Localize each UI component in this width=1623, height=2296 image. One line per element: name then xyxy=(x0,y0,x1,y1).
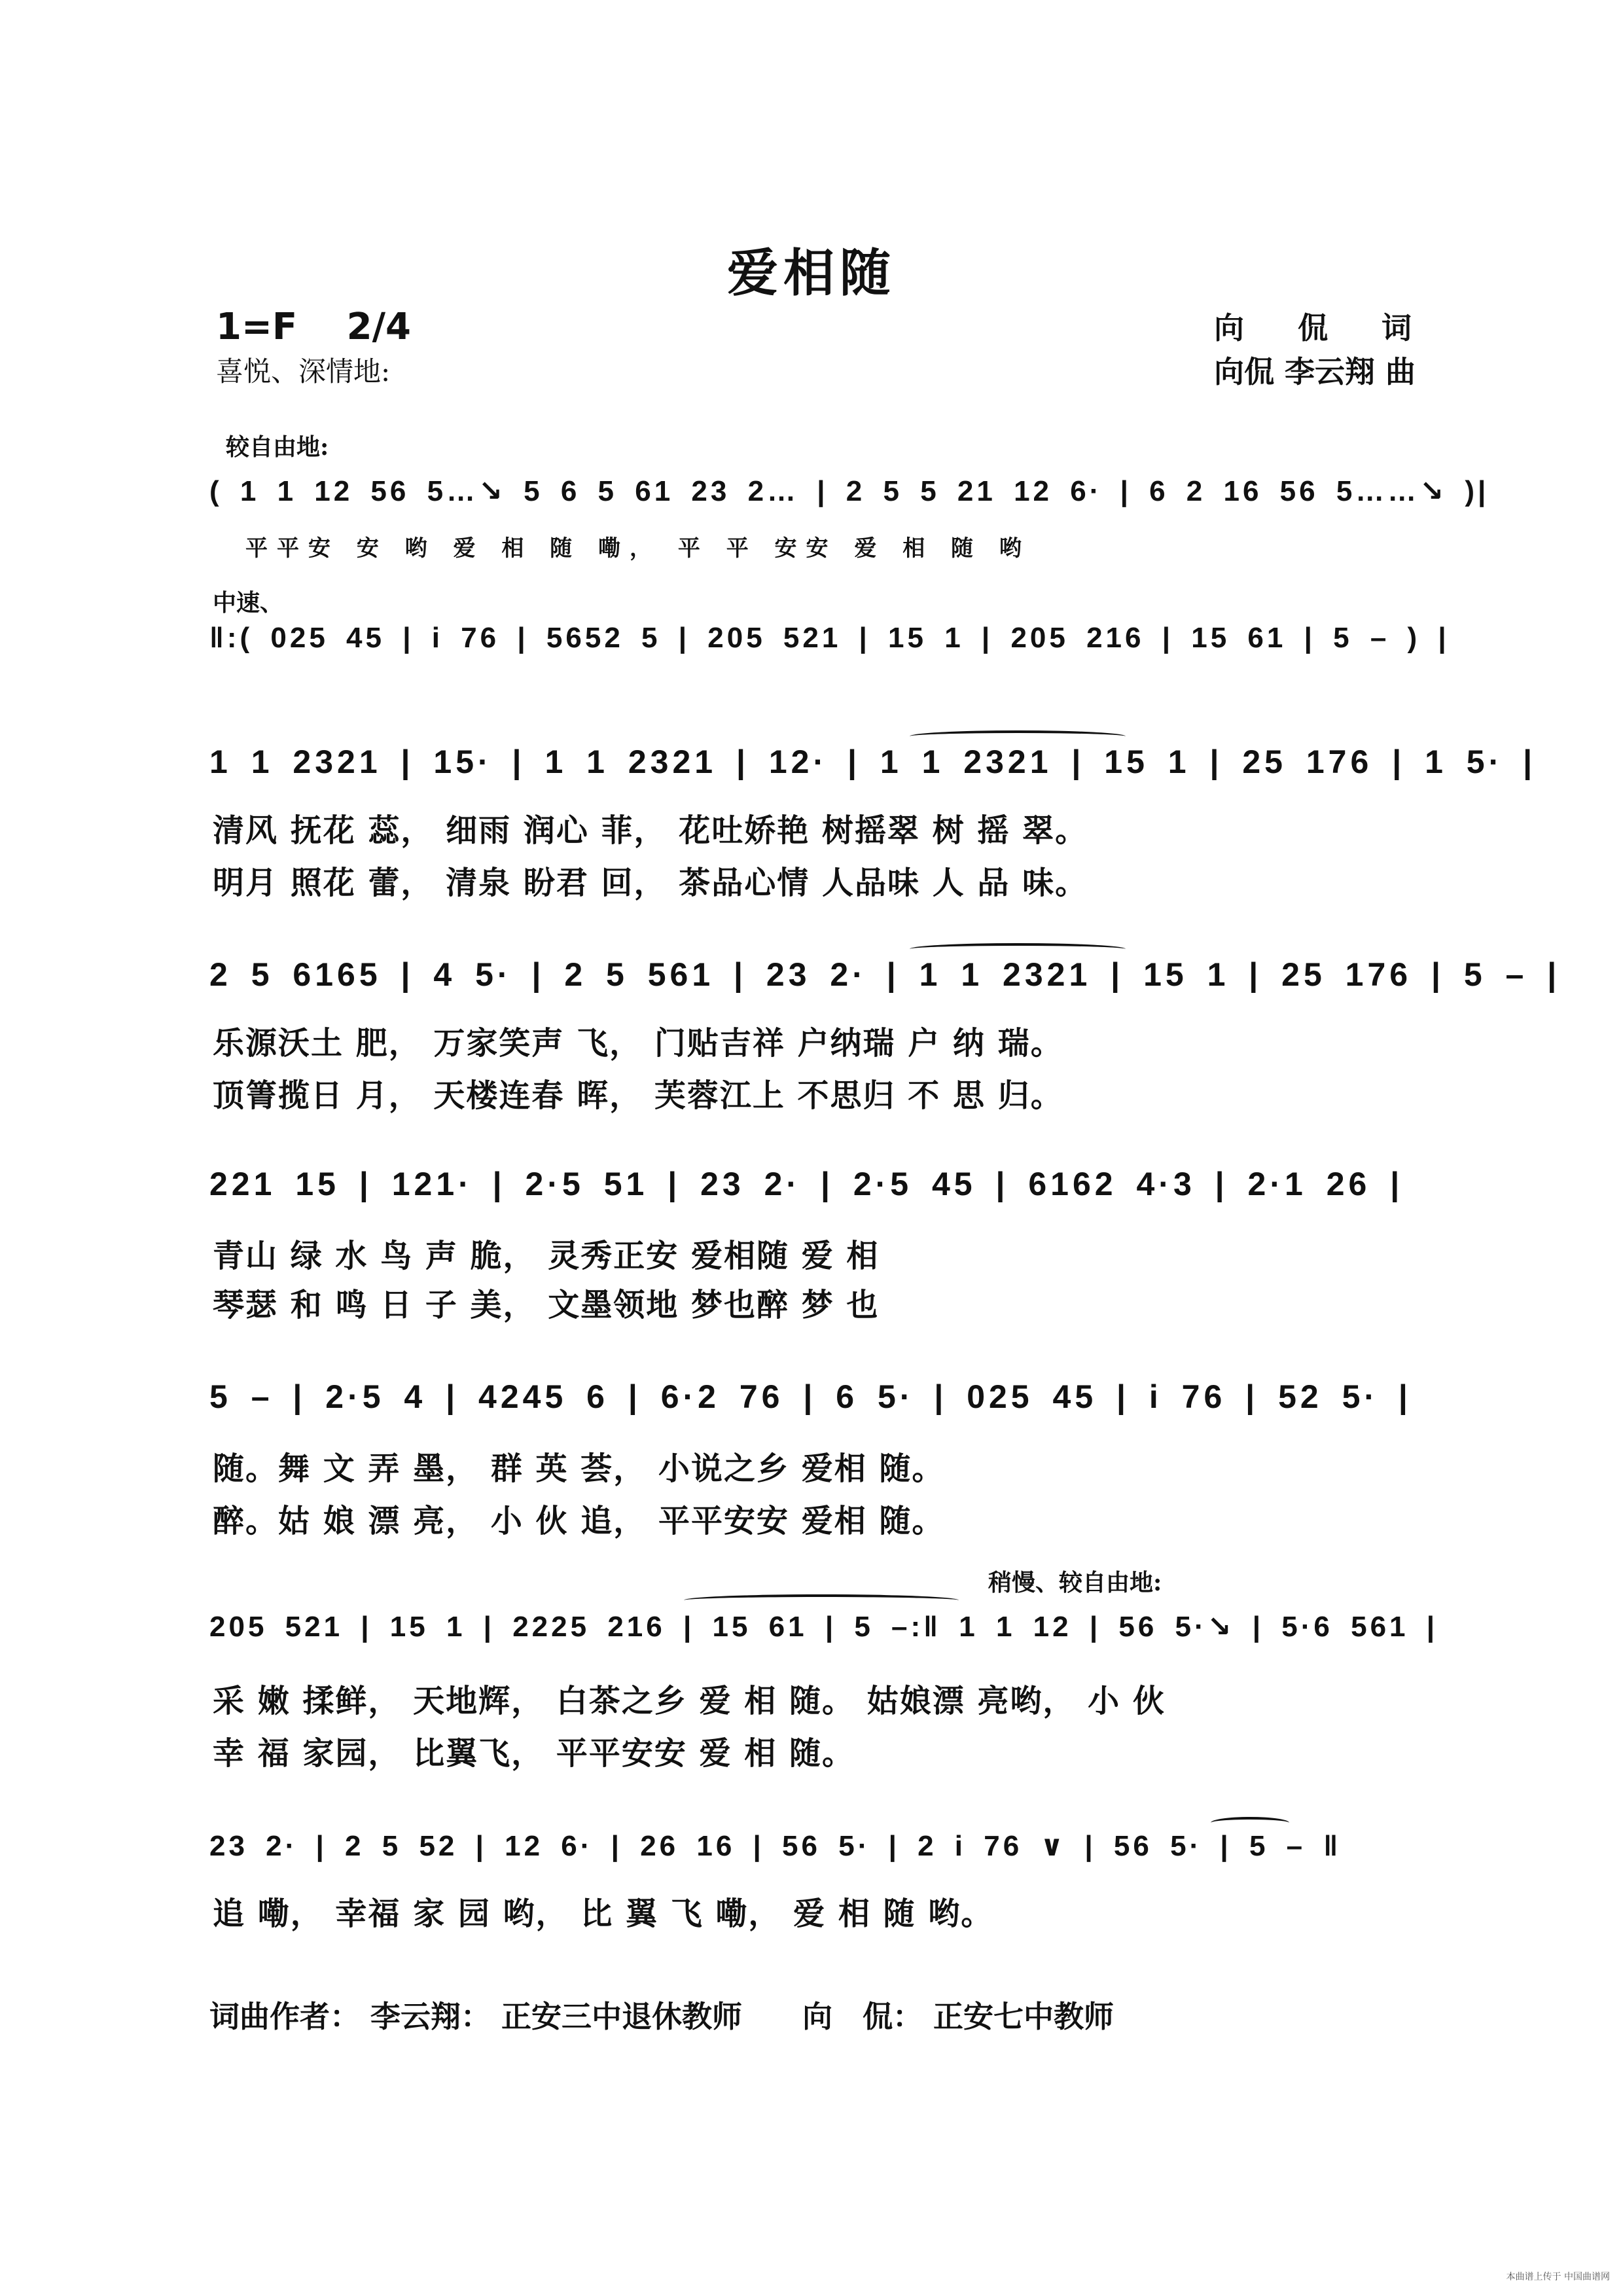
row-4-lyric-1: 随。舞 文 弄 墨， 群 英 荟， 小说之乡 爱相 随。 xyxy=(213,1450,945,1487)
row-5-lyric-1: 采 嫩 揉鲜， 天地辉， 白茶之乡 爱 相 随。 姑娘漂 亮哟， 小 伙 xyxy=(213,1683,1166,1719)
row-1-lyric-2: 明月 照花 蕾， 清泉 盼君 回， 茶品心情 人品味 人 品 味。 xyxy=(213,865,1088,901)
row-6-notation: 23 2· | 2 5 52 | 12 6· | 26 16 | 56 5· | 2 i 76 ∨ | 56 5· | 5 – ‖ xyxy=(209,1830,1342,1862)
composer-credit: 向侃 李云翔 曲 xyxy=(1214,354,1416,389)
intro-tempo-mark: 较自由地: xyxy=(226,433,329,461)
row-2-lyric-1: 乐源沃土 肥， 万家笑声 飞， 门贴吉祥 户纳瑞 户 纳 瑞。 xyxy=(213,1025,1063,1062)
prelude-notation: ‖:( 025 45 | i 76 | 5652 5 | 205 521 | 15 1 | 205 216 | 15 61 | 5 – ) | xyxy=(209,622,1450,654)
row-4-lyric-2: 醉。姑 娘 漂 亮， 小 伙 追， 平平安安 爱相 随。 xyxy=(213,1503,945,1539)
site-watermark: 本曲谱上传于 中国曲谱网 xyxy=(1506,2272,1610,2282)
page-title: 爱相随 xyxy=(726,243,896,303)
row-5-notation: 205 521 | 15 1 | 2225 216 | 15 61 | 5 –:‖ 1 1 12 | 56 5·↘ | 5·6 561 | xyxy=(209,1611,1438,1643)
footer-credits: 词曲作者： 李云翔： 正安三中退休教师 向 侃： 正安七中教师 xyxy=(209,1999,1115,2034)
row-2-notation: 2 5 6165 | 4 5· | 2 5 561 | 23 2· | 1 1 2321 | 15 1 | 25 176 | 5 – | xyxy=(209,956,1561,993)
speed-mark: 中速、 xyxy=(213,589,284,617)
intro-notation: ( 1 1 12 56 5…↘ 5 6 5 61 23 2… | 2 5 5 21 12 6· | 6 2 16 56 5……↘ )| xyxy=(209,475,1489,507)
lyricist-credit: 向 侃 词 xyxy=(1214,310,1423,346)
tempo-mark: 喜悦、深情地: xyxy=(216,355,391,387)
slur-arc xyxy=(1211,1817,1289,1829)
slur-arc xyxy=(910,730,1126,742)
row-3-notation: 221 15 | 121· | 2·5 51 | 23 2· | 2·5 45 | 6162 4·3 | 2·1 26 | xyxy=(209,1166,1404,1202)
row-5-tempo-mark: 稍慢、较自由地: xyxy=(988,1569,1162,1596)
row-1-notation: 1 1 2321 | 15· | 1 1 2321 | 12· | 1 1 2321 | 15 1 | 25 176 | 1 5· | xyxy=(209,744,1537,780)
row-4-notation: 5 – | 2·5 4 | 4245 6 | 6·2 76 | 6 5· | 025 45 | i 76 | 52 5· | xyxy=(209,1378,1412,1415)
row-2-lyric-2: 顶箐揽日 月， 天楼连春 晖， 芙蓉江上 不思归 不 思 归。 xyxy=(213,1077,1063,1114)
row-3-lyric-2: 琴瑟 和 鸣 日 子 美， 文墨领地 梦也醉 梦 也 xyxy=(213,1287,880,1323)
row-3-lyric-1: 青山 绿 水 鸟 声 脆， 灵秀正安 爱相随 爱 相 xyxy=(213,1238,880,1274)
slur-arc xyxy=(910,943,1126,955)
row-5-lyric-2: 幸 福 家园， 比翼飞， 平平安安 爱 相 随。 xyxy=(213,1735,855,1772)
row-6-lyric-1: 追 嘞， 幸福 家 园 哟， 比 翼 飞 嘞， 爱 相 随 哟。 xyxy=(213,1895,994,1932)
key-signature: 1=F 2/4 xyxy=(216,306,412,348)
row-1-lyric-1: 清风 抚花 蕊， 细雨 润心 菲， 花吐娇艳 树摇翠 树 摇 翠。 xyxy=(213,812,1088,849)
intro-lyric: 平平安 安 哟 爱 相 随 嘞， 平 平 安安 爱 相 随 哟 xyxy=(245,535,1031,562)
slur-arc xyxy=(684,1594,959,1606)
